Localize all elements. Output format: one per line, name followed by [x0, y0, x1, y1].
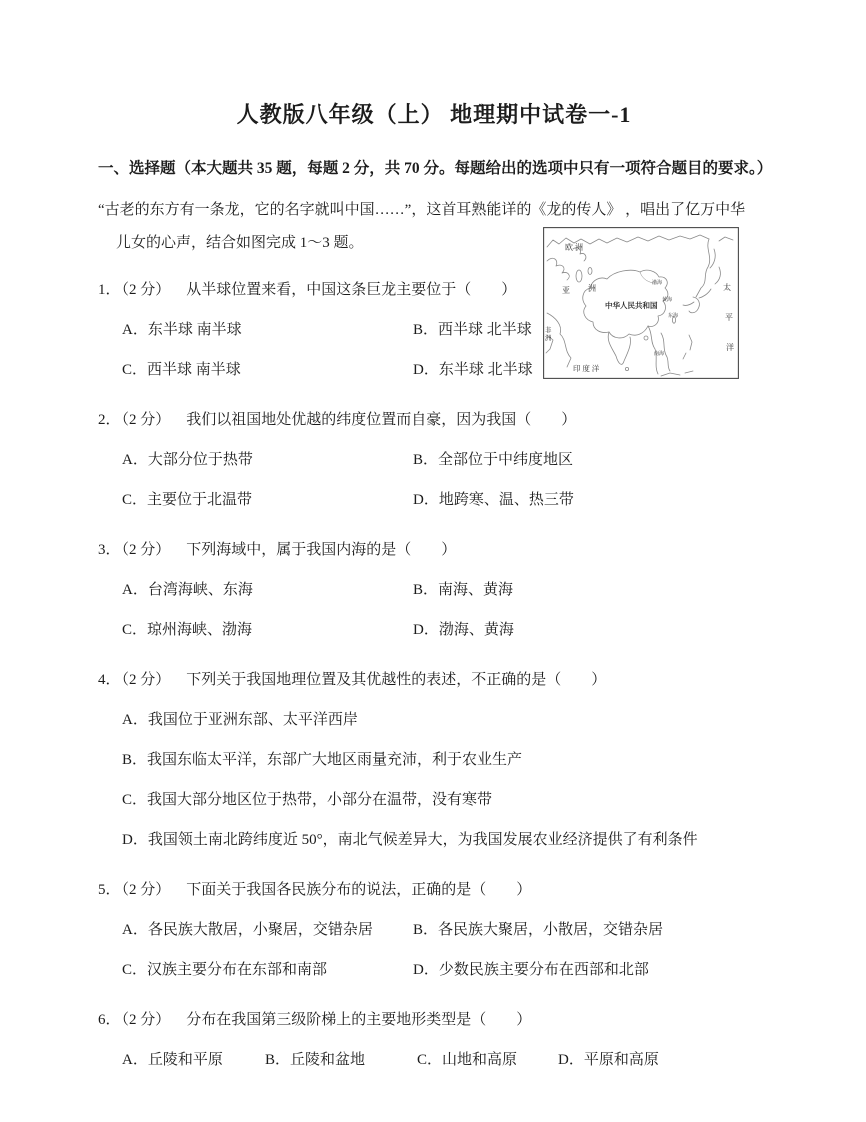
intro-paragraph-line2: 儿女的心声，结合如图完成 1～3 题。 — [116, 235, 364, 251]
map-graphic — [543, 227, 739, 379]
question-number: 1． — [98, 282, 121, 298]
map-label-asia-2: 洲 — [588, 284, 596, 293]
option-c: C．山地和高原 — [417, 1052, 518, 1068]
option-c: C．西半球 南半球 — [122, 362, 241, 378]
question-2-stem-row — [98, 400, 770, 440]
option-d: D．少数民族主要分布在西部和北部 — [413, 962, 649, 978]
map-label-asia-1: 亚 — [562, 286, 570, 295]
option-b: B．各民族大聚居，小散居，交错杂居 — [413, 922, 664, 938]
question-number: 4． — [98, 672, 121, 688]
question-points: （2 分） — [121, 1012, 171, 1028]
question-points: （2 分） — [121, 882, 171, 898]
map-label-africa-2: 洲 — [545, 335, 552, 342]
question-number: 2． — [98, 412, 121, 428]
section-heading: 一、选择题（本大题共 35 题，每题 2 分，共 70 分。每题给出的选项中只有一项符合题目的要求。） — [98, 160, 773, 177]
map-label-yellow-sea: 黄海 — [662, 298, 673, 303]
map-label-pacific-3: 洋 — [726, 343, 734, 352]
question-stem: 下列海域中，属于我国内海的是（ ） — [186, 542, 457, 558]
question-points: （2 分） — [121, 412, 171, 428]
option-b: B．丘陵和盆地 — [265, 1052, 366, 1068]
option-a: A．各民族大散居，小聚居，交错杂居 — [122, 922, 373, 938]
option-d: D．我国领土南北跨纬度近 50°，南北气候差异大，为我国发展农业经济提供了有利条件 — [122, 832, 698, 848]
map-label-china: 中华人民共和国 — [605, 301, 658, 310]
question-3-options — [98, 570, 770, 650]
question-6-stem-row — [98, 1000, 770, 1040]
question-4-options — [98, 700, 770, 860]
question-5 — [98, 870, 770, 990]
map-label-bohai: 渤海 — [652, 281, 663, 286]
question-3 — [98, 530, 770, 650]
option-a: A．台湾海峡、东海 — [122, 582, 253, 598]
option-d: D．地跨寒、温、热三带 — [413, 492, 574, 508]
option-a: A．东半球 南半球 — [122, 322, 242, 338]
page-title: 人教版八年级（上） 地理期中试卷一-1 — [236, 102, 632, 127]
option-b: B．我国东临太平洋，东部广大地区雨量充沛，利于农业生产 — [122, 752, 523, 768]
question-points: （2 分） — [121, 672, 171, 688]
map-label-africa-1: 非 — [545, 327, 552, 334]
option-a: A．我国位于亚洲东部、太平洋西岸 — [122, 712, 358, 728]
option-c: C．主要位于北温带 — [122, 492, 253, 508]
question-number: 5． — [98, 882, 121, 898]
china-location-map — [543, 227, 739, 379]
question-5-stem-row — [98, 870, 770, 910]
question-4-stem-row — [98, 660, 770, 700]
question-stem: 从半球位置来看，中国这条巨龙主要位于（ ） — [186, 282, 517, 298]
option-c: C．我国大部分地区位于热带，小部分在温带，没有寒带 — [122, 792, 493, 808]
map-label-pacific-2: 平 — [725, 313, 733, 322]
option-d: D．渤海、黄海 — [413, 622, 514, 638]
question-2 — [98, 400, 770, 520]
option-d: D．平原和高原 — [558, 1052, 659, 1068]
option-b: B．南海、黄海 — [413, 582, 514, 598]
map-label-indian-ocean: 印 度 洋 — [573, 364, 600, 373]
question-stem: 我们以祖国地处优越的纬度位置而自豪，因为我国（ ） — [186, 412, 577, 428]
map-label-pacific-1: 太 — [723, 283, 731, 292]
map-label-east-sea: 东海 — [668, 314, 679, 319]
question-number: 3． — [98, 542, 121, 558]
option-d: D．东半球 北半球 — [413, 362, 533, 378]
map-label-europe: 欧 洲 — [565, 243, 583, 252]
option-a: A．丘陵和平原 — [122, 1052, 223, 1068]
question-stem: 下列关于我国地理位置及其优越性的表述，不正确的是（ ） — [186, 672, 607, 688]
question-5-options — [98, 910, 770, 990]
question-stem: 分布在我国第三级阶梯上的主要地形类型是（ ） — [186, 1012, 532, 1028]
question-stem: 下面关于我国各民族分布的说法，正确的是（ ） — [186, 882, 532, 898]
option-a: A．大部分位于热带 — [122, 452, 253, 468]
option-b: B．全部位于中纬度地区 — [413, 452, 574, 468]
intro-paragraph-line1: “古老的东方有一条龙，它的名字就叫中国……”，这首耳熟能详的《龙的传人》 ，唱出了亿万中华 — [98, 202, 746, 218]
question-4 — [98, 660, 770, 860]
option-b: B．西半球 北半球 — [413, 322, 532, 338]
question-3-stem-row — [98, 530, 770, 570]
question-6 — [98, 1000, 770, 1080]
option-c: C．汉族主要分布在东部和南部 — [122, 962, 328, 978]
question-6-options — [98, 1040, 770, 1080]
question-number: 6． — [98, 1012, 121, 1028]
map-label-south-sea: 南海 — [654, 352, 665, 357]
question-2-options — [98, 440, 770, 520]
option-c: C．琼州海峡、渤海 — [122, 622, 253, 638]
question-points: （2 分） — [121, 542, 171, 558]
question-points: （2 分） — [121, 282, 171, 298]
